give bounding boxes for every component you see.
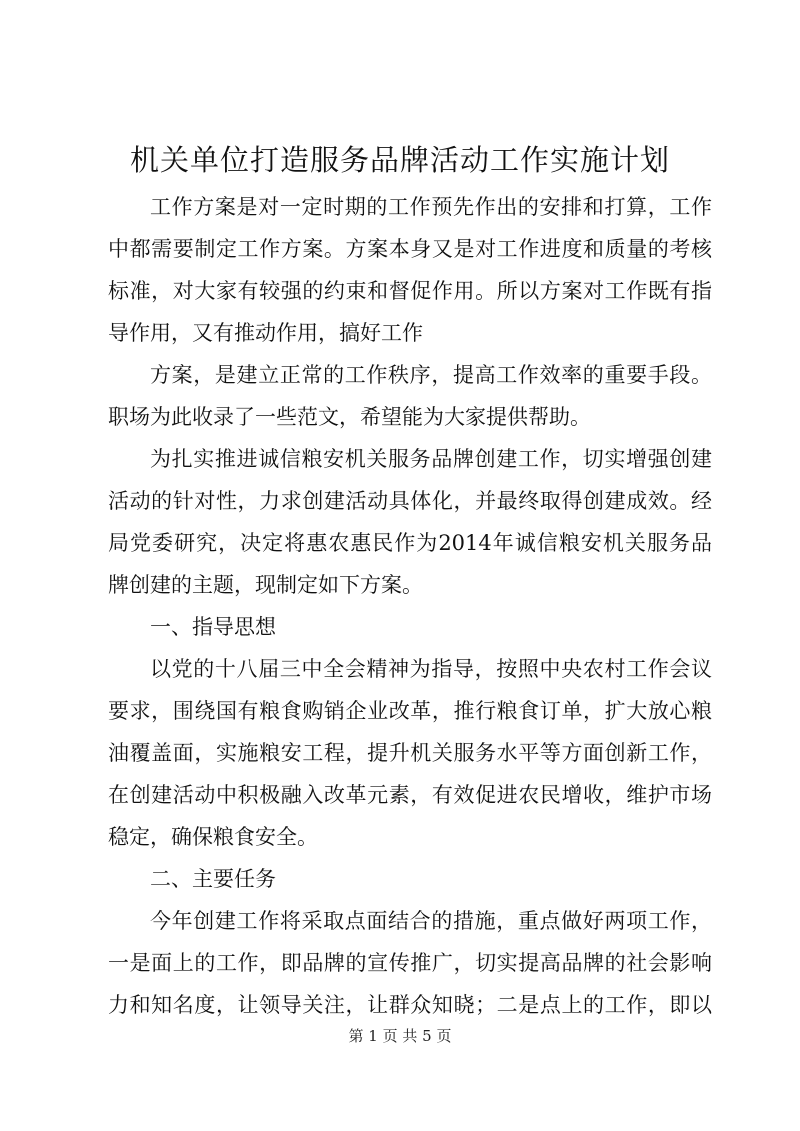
body-line: 力和知名度，让领导关注，让群众知晓；二是点上的工作，即以 bbox=[108, 993, 712, 1017]
document-body bbox=[108, 186, 712, 1026]
body-line: 局党委研究，决定将惠农惠民作为2014年诚信粮安机关服务品 bbox=[108, 531, 712, 555]
body-line: 工作方案是对一定时期的工作预先作出的安排和打算，工作 bbox=[150, 195, 712, 219]
body-line: 标准，对大家有较强的约束和督促作用。所以方案对工作既有指 bbox=[108, 279, 712, 303]
body-line: 活动的针对性，力求创建活动具体化，并最终取得创建成效。经 bbox=[108, 489, 712, 513]
body-line: 一是面上的工作，即品牌的宣传推广，切实提高品牌的社会影响 bbox=[108, 951, 712, 975]
body-line: 稳定，确保粮食安全。 bbox=[108, 825, 318, 849]
body-line: 油覆盖面，实施粮安工程，提升机关服务水平等方面创新工作， bbox=[108, 741, 712, 765]
body-line: 以党的十八届三中全会精神为指导，按照中央农村工作会议 bbox=[150, 657, 712, 681]
body-line: 牌创建的主题，现制定如下方案。 bbox=[108, 573, 423, 597]
body-line: 中都需要制定工作方案。方案本身又是对工作进度和质量的考核 bbox=[108, 237, 712, 261]
body-line: 要求，围绕国有粮食购销企业改革，推行粮食订单，扩大放心粮 bbox=[108, 699, 712, 723]
body-line: 今年创建工作将采取点面结合的措施，重点做好两项工作， bbox=[150, 909, 712, 933]
section-heading: 二、主要任务 bbox=[150, 867, 276, 891]
document-title: 机关单位打造服务品牌活动工作实施计划 bbox=[129, 143, 670, 177]
body-line: 方案，是建立正常的工作秩序，提高工作效率的重要手段。 bbox=[150, 363, 712, 387]
body-line: 导作用，又有推动作用，搞好工作 bbox=[108, 321, 423, 345]
body-line: 职场为此收录了一些范文，希望能为大家提供帮助。 bbox=[108, 405, 591, 429]
body-line: 在创建活动中积极融入改革元素，有效促进农民增收，维护市场 bbox=[108, 783, 712, 807]
page-number-footer: 第 1 页 共 5 页 bbox=[348, 1027, 452, 1045]
body-line: 为扎实推进诚信粮安机关服务品牌创建工作，切实增强创建 bbox=[150, 447, 712, 471]
section-heading: 一、指导思想 bbox=[150, 615, 276, 639]
